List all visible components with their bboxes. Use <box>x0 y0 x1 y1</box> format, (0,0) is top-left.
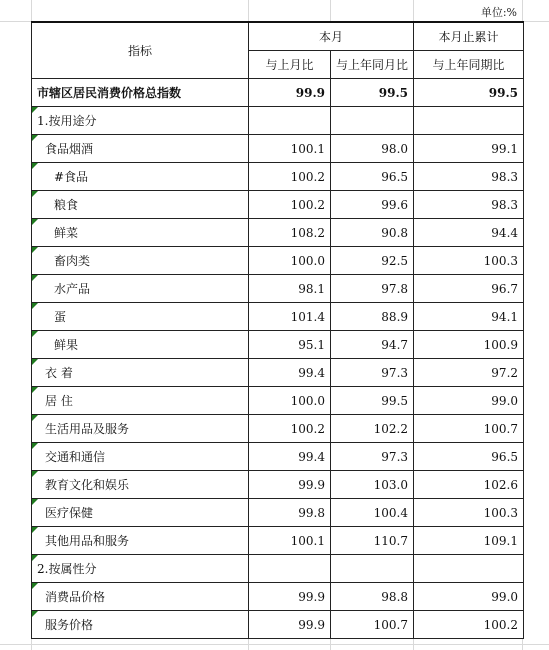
value-vs-same-month-last-year[interactable]: 98.0 <box>331 135 414 163</box>
value-vs-last-month[interactable]: 100.2 <box>249 415 331 443</box>
row-label-cell[interactable]: 水产品 <box>32 275 249 303</box>
value-vs-same-period-last-year[interactable] <box>414 107 524 135</box>
value-vs-same-month-last-year[interactable]: 97.3 <box>331 359 414 387</box>
value-vs-last-month[interactable]: 101.4 <box>249 303 331 331</box>
value-vs-same-month-last-year[interactable]: 97.3 <box>331 443 414 471</box>
header-vs-same-period-last-year[interactable]: 与上年同期比 <box>414 51 524 79</box>
table-row <box>32 191 524 219</box>
header-cumulative[interactable]: 本月止累计 <box>414 22 524 51</box>
value-vs-same-month-last-year[interactable]: 96.5 <box>331 163 414 191</box>
value-vs-last-month[interactable]: 100.0 <box>249 247 331 275</box>
row-label-cell[interactable]: 居 住 <box>32 387 249 415</box>
row-label-cell[interactable]: 交通和通信 <box>32 443 249 471</box>
row-label-cell[interactable]: 鲜菜 <box>32 219 249 247</box>
row-label-cell[interactable]: 衣 着 <box>32 359 249 387</box>
table-row <box>32 555 524 583</box>
value-vs-same-period-last-year[interactable] <box>414 555 524 583</box>
value-vs-same-period-last-year[interactable]: 99.5 <box>414 79 524 107</box>
row-label-cell[interactable]: 鲜果 <box>32 331 249 359</box>
value-vs-same-month-last-year[interactable]: 99.5 <box>331 79 414 107</box>
row-label-cell[interactable]: 消费品价格 <box>32 583 249 611</box>
cpi-table <box>31 21 524 639</box>
row-label-cell[interactable]: 畜肉类 <box>32 247 249 275</box>
header-vs-last-month[interactable]: 与上月比 <box>249 51 331 79</box>
value-vs-last-month[interactable]: 100.1 <box>249 135 331 163</box>
table-row <box>32 247 524 275</box>
value-vs-same-period-last-year[interactable]: 94.4 <box>414 219 524 247</box>
table-row <box>32 275 524 303</box>
row-label-cell[interactable]: 服务价格 <box>32 611 249 639</box>
value-vs-same-month-last-year[interactable]: 97.8 <box>331 275 414 303</box>
header-vs-same-month-last-year[interactable]: 与上年同月比 <box>331 51 414 79</box>
table-row <box>32 443 524 471</box>
value-vs-same-period-last-year[interactable]: 97.2 <box>414 359 524 387</box>
grid-line <box>0 644 549 645</box>
table-row <box>32 387 524 415</box>
value-vs-last-month[interactable]: 100.1 <box>249 527 331 555</box>
value-vs-last-month[interactable]: 98.1 <box>249 275 331 303</box>
table-row <box>32 359 524 387</box>
unit-label: 单位:% <box>480 6 517 19</box>
value-vs-same-period-last-year[interactable]: 98.3 <box>414 191 524 219</box>
value-vs-same-month-last-year[interactable] <box>331 555 414 583</box>
value-vs-same-period-last-year[interactable]: 100.3 <box>414 247 524 275</box>
value-vs-same-month-last-year[interactable]: 88.9 <box>331 303 414 331</box>
table-row <box>32 163 524 191</box>
value-vs-last-month[interactable]: 99.8 <box>249 499 331 527</box>
value-vs-last-month[interactable]: 100.0 <box>249 387 331 415</box>
value-vs-last-month[interactable]: 99.4 <box>249 443 331 471</box>
value-vs-same-period-last-year[interactable]: 102.6 <box>414 471 524 499</box>
table-row <box>32 135 524 163</box>
row-label-cell[interactable]: 食品烟酒 <box>32 135 249 163</box>
table-row <box>32 331 524 359</box>
value-vs-last-month[interactable] <box>249 555 331 583</box>
value-vs-last-month[interactable]: 100.2 <box>249 191 331 219</box>
value-vs-same-period-last-year[interactable]: 100.9 <box>414 331 524 359</box>
table-row <box>32 415 524 443</box>
value-vs-same-period-last-year[interactable]: 100.7 <box>414 415 524 443</box>
table-row <box>32 79 524 107</box>
table-row <box>32 107 524 135</box>
value-vs-same-month-last-year[interactable]: 94.7 <box>331 331 414 359</box>
table-row <box>32 583 524 611</box>
row-label-cell[interactable]: 粮食 <box>32 191 249 219</box>
value-vs-same-month-last-year[interactable]: 98.8 <box>331 583 414 611</box>
header-indicator[interactable]: 指标 <box>32 22 249 79</box>
value-vs-same-month-last-year[interactable]: 100.4 <box>331 499 414 527</box>
row-label-cell[interactable]: 蛋 <box>32 303 249 331</box>
value-vs-same-month-last-year[interactable]: 92.5 <box>331 247 414 275</box>
value-vs-same-month-last-year[interactable]: 90.8 <box>331 219 414 247</box>
row-label-cell[interactable]: 1.按用途分 <box>32 107 249 135</box>
value-vs-same-period-last-year[interactable]: 99.0 <box>414 583 524 611</box>
value-vs-last-month[interactable]: 99.4 <box>249 359 331 387</box>
value-vs-same-month-last-year[interactable]: 99.6 <box>331 191 414 219</box>
value-vs-same-period-last-year[interactable]: 99.0 <box>414 387 524 415</box>
value-vs-last-month[interactable]: 100.2 <box>249 163 331 191</box>
row-label-cell[interactable]: 市辖区居民消费价格总指数 <box>32 79 249 107</box>
value-vs-last-month[interactable]: 99.9 <box>249 471 331 499</box>
value-vs-same-period-last-year[interactable]: 96.7 <box>414 275 524 303</box>
value-vs-last-month[interactable]: 99.9 <box>249 583 331 611</box>
row-label-cell[interactable]: 其他用品和服务 <box>32 527 249 555</box>
table-row <box>32 219 524 247</box>
row-label-cell[interactable]: 教育文化和娱乐 <box>32 471 249 499</box>
table-row <box>32 527 524 555</box>
value-vs-same-period-last-year[interactable]: 109.1 <box>414 527 524 555</box>
value-vs-same-month-last-year[interactable]: 110.7 <box>331 527 414 555</box>
row-label-cell[interactable]: 医疗保健 <box>32 499 249 527</box>
value-vs-same-month-last-year[interactable]: 100.7 <box>331 611 414 639</box>
value-vs-last-month[interactable] <box>249 107 331 135</box>
value-vs-same-month-last-year[interactable] <box>331 107 414 135</box>
row-label-cell[interactable]: 2.按属性分 <box>32 555 249 583</box>
row-label-cell[interactable]: #食品 <box>32 163 249 191</box>
value-vs-same-period-last-year[interactable]: 99.1 <box>414 135 524 163</box>
value-vs-last-month[interactable]: 99.9 <box>249 79 331 107</box>
value-vs-same-period-last-year[interactable]: 100.3 <box>414 499 524 527</box>
value-vs-same-period-last-year[interactable]: 98.3 <box>414 163 524 191</box>
value-vs-last-month[interactable]: 95.1 <box>249 331 331 359</box>
table-row <box>32 611 524 639</box>
value-vs-same-period-last-year[interactable]: 94.1 <box>414 303 524 331</box>
value-vs-same-month-last-year[interactable]: 103.0 <box>331 471 414 499</box>
value-vs-last-month[interactable]: 99.9 <box>249 611 331 639</box>
value-vs-same-month-last-year[interactable]: 102.2 <box>331 415 414 443</box>
value-vs-same-period-last-year[interactable]: 100.2 <box>414 611 524 639</box>
table-row <box>32 471 524 499</box>
value-vs-same-month-last-year[interactable]: 99.5 <box>331 387 414 415</box>
value-vs-same-period-last-year[interactable]: 96.5 <box>414 443 524 471</box>
header-this-month[interactable]: 本月 <box>249 22 414 51</box>
table-body <box>32 79 524 639</box>
value-vs-last-month[interactable]: 108.2 <box>249 219 331 247</box>
table-row <box>32 303 524 331</box>
table-row <box>32 499 524 527</box>
row-label-cell[interactable]: 生活用品及服务 <box>32 415 249 443</box>
